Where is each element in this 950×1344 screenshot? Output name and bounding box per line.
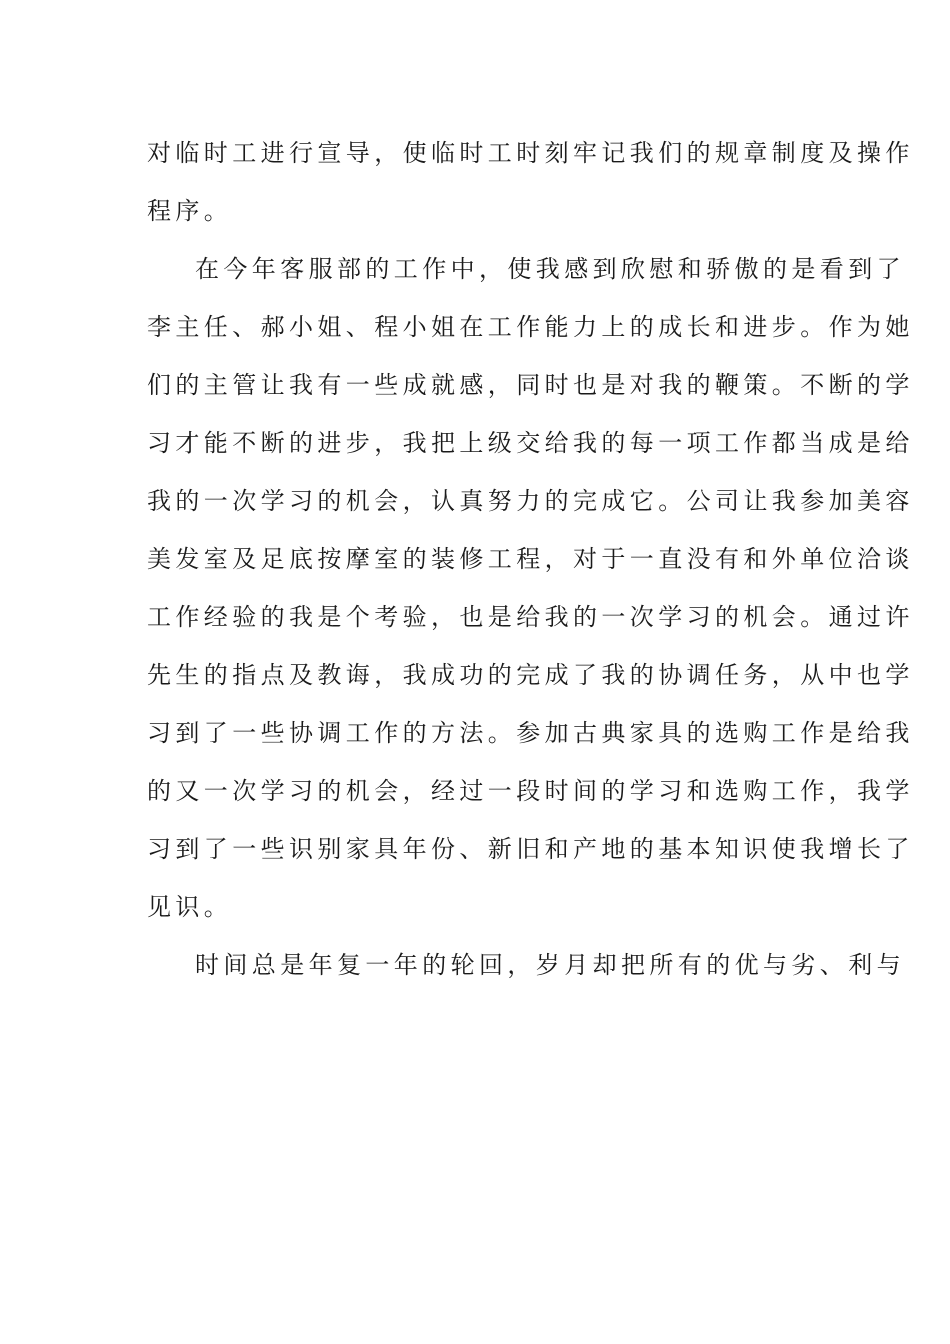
text-line: 工作经验的我是个考验，也是给我的一次学习的机会。通过许 xyxy=(147,603,914,631)
text-line: 们的主管让我有一些成就感，同时也是对我的鞭策。不断的学 xyxy=(147,371,914,399)
paragraph-first-line: 时间总是年复一年的轮回，岁月却把所有的优与劣、利与 xyxy=(195,951,905,979)
text-line: 我的一次学习的机会，认真努力的完成它。公司让我参加美容 xyxy=(147,487,914,515)
paragraph-first-line: 在今年客服部的工作中，使我感到欣慰和骄傲的是看到了 xyxy=(195,255,905,283)
text-line: 李主任、郝小姐、程小姐在工作能力上的成长和进步。作为她 xyxy=(147,313,914,341)
text-line: 习到了一些识别家具年份、新旧和产地的基本知识使我增长了 xyxy=(147,835,914,863)
text-line: 的又一次学习的机会，经过一段时间的学习和选购工作，我学 xyxy=(147,777,914,805)
text-line: 先生的指点及教诲，我成功的完成了我的协调任务，从中也学 xyxy=(147,661,914,689)
body-text xyxy=(147,130,914,1000)
text-line: 习到了一些协调工作的方法。参加古典家具的选购工作是给我 xyxy=(147,719,914,747)
text-line: 见识。 xyxy=(147,893,233,921)
text-line: 对临时工进行宣导，使临时工时刻牢记我们的规章制度及操作 xyxy=(147,139,914,167)
text-line: 美发室及足底按摩室的装修工程，对于一直没有和外单位洽谈 xyxy=(147,545,914,573)
text-line: 习才能不断的进步，我把上级交给我的每一项工作都当成是给 xyxy=(147,429,914,457)
text-line: 程序。 xyxy=(147,197,233,225)
